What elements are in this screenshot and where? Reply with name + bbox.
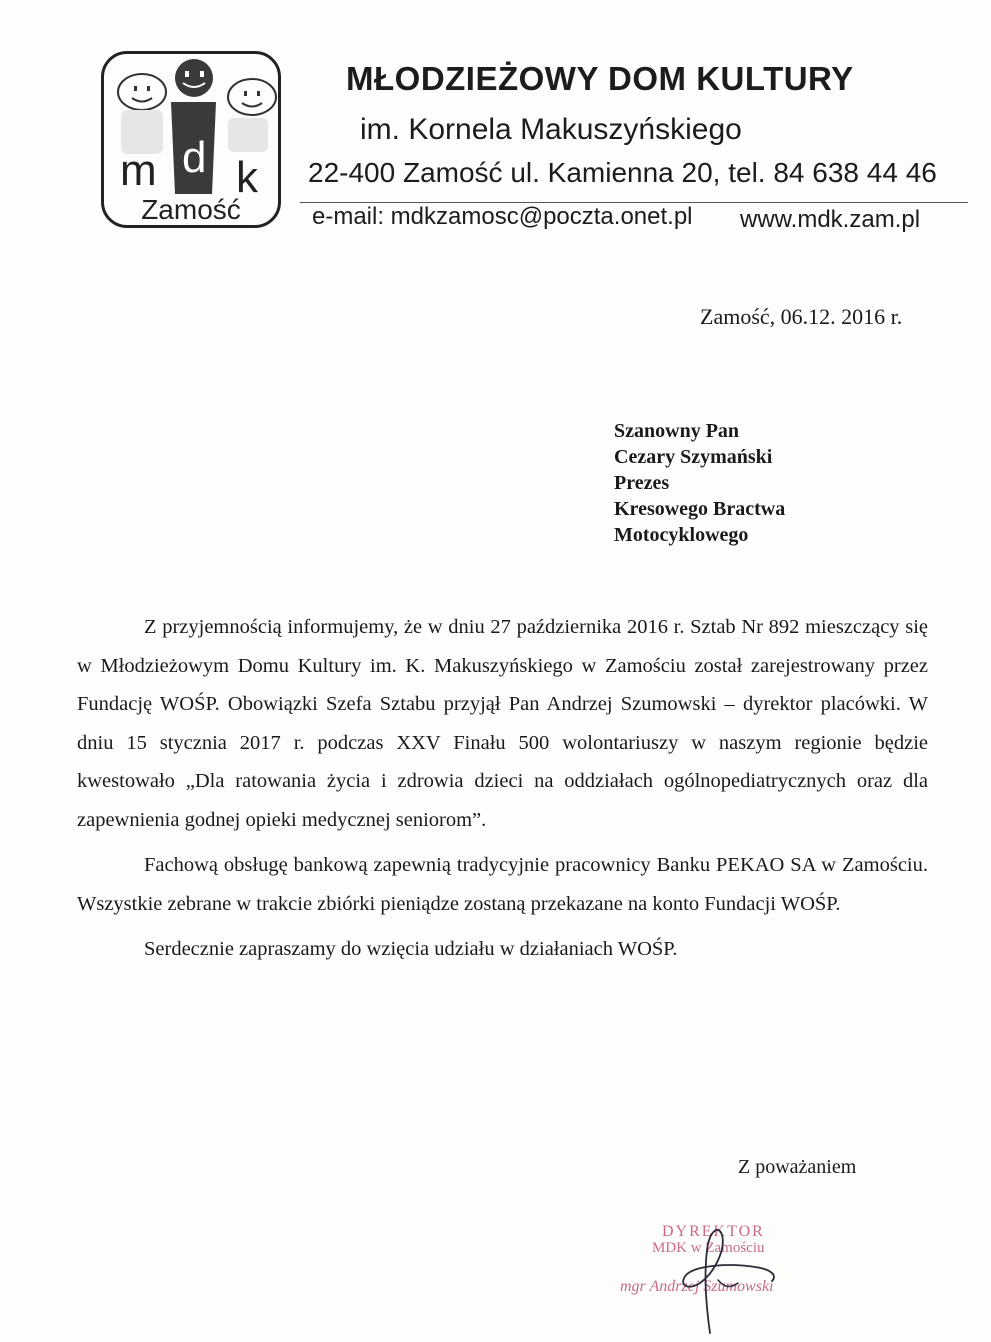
institution-patron: im. Kornela Makuszyńskiego [360,113,742,146]
mdk-logo [101,51,281,228]
addressee-line: Cezary Szymański [614,446,773,468]
body-paragraph: Serdecznie zapraszamy do wzięcia udziału w działaniach WOŚP. [144,938,678,960]
addressee-line: Kresowego Bractwa [614,498,786,520]
institution-website: www.mdk.zam.pl [740,206,921,233]
institution-name: MŁODZIEŻOWY DOM KULTURY [346,60,854,97]
stamp-signatory: mgr Andrzej Szumowski [620,1278,774,1295]
letter-date: Zamość, 06.12. 2016 r. [700,304,903,329]
addressee-line: Szanowny Pan [614,420,740,442]
logo-letter-d: d [182,133,207,182]
institution-email: e-mail: mdkzamosc@poczta.onet.pl [312,203,693,230]
institution-address: 22-400 Zamość ul. Kamienna 20, tel. 84 638 44 46 [308,157,937,188]
stamp-title: DYREKTOR [662,1223,765,1240]
body-paragraph: Z przyjemnością informujemy, że w dniu 27 października 2016 r. Sztab Nr 892 mieszczący się w Młodzieżowym Domu Kultury im. K. Makuszyńskiego w Zamościu został zarejestrowany przez Fundację WOŚP. Obowiązki Szefa Sztabu przyjął Pan Andrzej Szumowski – dyrektor placówki. W dniu 15 stycznia 2017 r. podczas XXV Finału 500 wolontariuszy w naszym regionie będzie kwestowało „Dla ratowania życia i zdrowia dzieci na oddziałach ogólnopediatrycznych oraz dla zapewnienia godnej opieki medycznej seniorom”. [77,616,928,831]
logo-city: Zamość [141,194,241,225]
letter-body [77,608,928,969]
body-paragraph: Fachową obsługę bankową zapewnią tradycyjnie pracownicy Banku PEKAO SA w Zamościu. Wszystkie zebrane w trakcie zbiórki pieniądze zostaną przekazane na konto Fundacji WOŚP. [77,854,928,915]
handwritten-signature-icon [660,1215,790,1340]
addressee-line: Motocyklowego [614,524,749,546]
logo-letter-m: m [120,146,157,195]
addressee-line: Prezes [614,472,670,494]
addressee-block [614,418,785,548]
stamp-institution: MDK w Zamościu [652,1240,765,1256]
closing-salutation: Z poważaniem [738,1156,857,1178]
logo-letter-k: k [236,153,258,202]
